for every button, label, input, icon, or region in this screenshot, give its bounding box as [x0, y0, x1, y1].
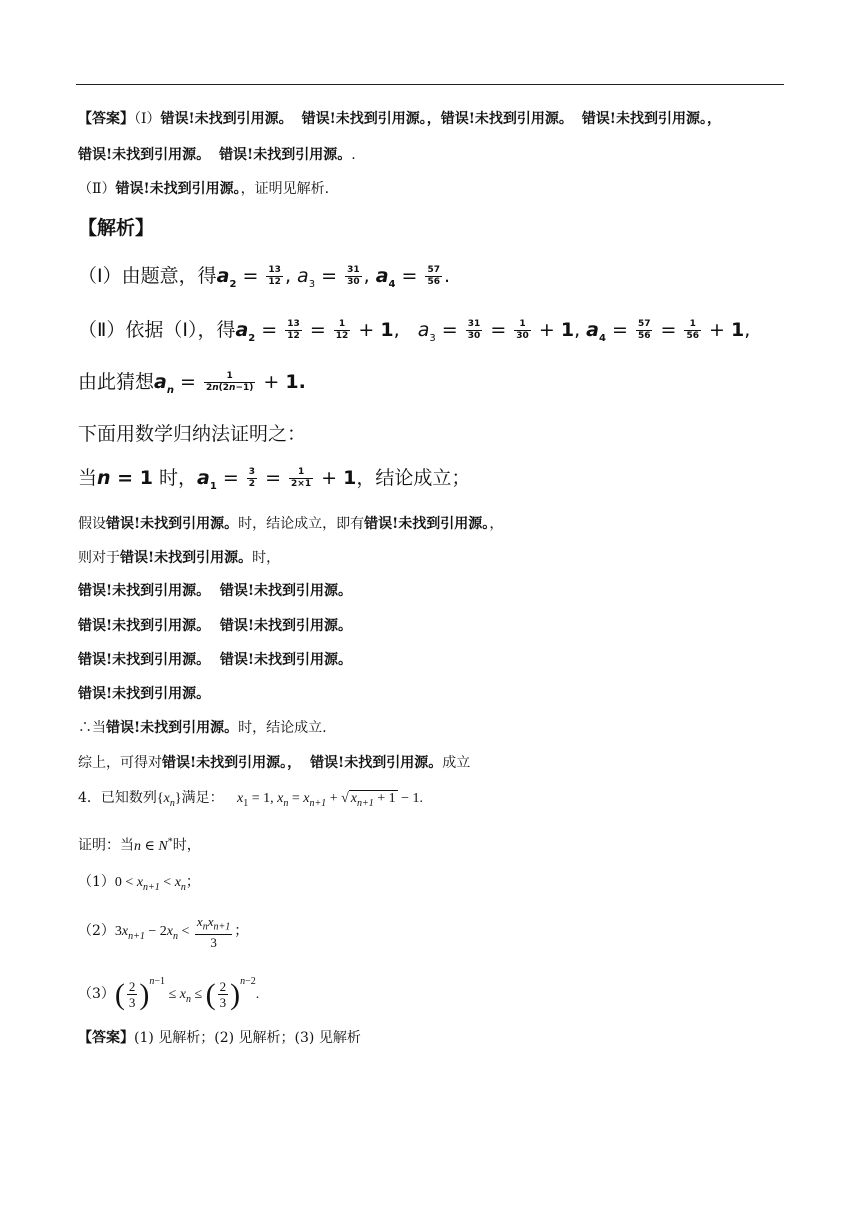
ref-error: 错误!未找到引用源。: [120, 550, 253, 566]
ref-error: 错误!未找到引用源。: [78, 147, 211, 163]
proof-therefore: ∴当错误!未找到引用源。时，结论成立.: [78, 720, 327, 736]
proof-assume: 假设错误!未找到引用源。时，结论成立，即有错误!未找到引用源。，: [78, 516, 504, 532]
analysis-part-1: （Ⅰ）由题意，得$a_2$ = $\frac{13}{12}$ , $a_3$ = $\frac{31}{30}$ , $a_4$ = $\frac{57}{56}$ .: [78, 265, 451, 290]
proof-summary: 综上，可得对错误!未找到引用源。， 错误!未找到引用源。成立: [78, 755, 471, 771]
analysis-base-case: 当n = 1 时，$a_1$ = $\frac{3}{2}$ = $\frac{1}{2\times 1}$ + 1，结论成立；: [78, 467, 471, 492]
ref-error: 错误!未找到引用源。: [160, 111, 293, 127]
ref-error: 错误!未找到引用源。: [310, 755, 443, 771]
answer-label: 【答案】: [78, 111, 134, 127]
analysis-part-2: （Ⅱ）依据（Ⅰ），得$a_2$ = $\frac{13}{12}$ = $\frac{1}{12}$ + 1, $a_3$ = $\frac{31}{30}$ = $\frac{1}{30}$ + 1, $a_4$ = $\frac{57}{56}$ = $\frac{1}{56}$ + 1,: [78, 319, 751, 344]
proof-step-4: 错误!未找到引用源。: [78, 686, 211, 702]
ref-error: 错误!未找到引用源。: [301, 111, 427, 127]
analysis-induction-intro: 下面用数学归纳法证明之：: [78, 423, 307, 445]
ref-error: 错误!未找到引用源。: [106, 516, 239, 532]
analysis-conjecture: 由此猜想$a_n$ = $\frac{1}{2n(2n-1)}$ + 1.: [78, 371, 306, 396]
problem4-answer: 【答案】(1) 见解析；(2) 见解析；(3) 见解析: [78, 1030, 361, 1046]
proof-then: 则对于错误!未找到引用源。时，: [78, 550, 281, 566]
problem4-item-2: $(2)3x_{n+1} - 2x_n$ < $\frac{x_nx_{n+1}}{3}$ ；: [78, 914, 249, 950]
problem4-item-1: $(1)0 < x_{n+1} < x_n$；: [78, 874, 200, 893]
problem4-item-3: （3）( $\frac{2}{3}$ )$^{n-1} \le x_n$ ≤ ( $\frac{2}{3}$ )$^{n-2}$.: [78, 976, 260, 1011]
ref-error: 错误!未找到引用源。: [440, 111, 573, 127]
ref-error: 错误!未找到引用源。: [162, 755, 288, 771]
header-rule: [76, 84, 784, 85]
ref-error: 错误!未找到引用源。: [581, 111, 707, 127]
proof-step-3: 错误!未找到引用源。 错误!未找到引用源。: [78, 652, 353, 668]
answer-line-1: 【答案】（Ⅰ）错误!未找到引用源。 错误!未找到引用源。，错误!未找到引用源。 错误!未找到引用源。，: [78, 111, 721, 127]
ref-error: 错误!未找到引用源。: [219, 147, 352, 163]
problem4-statement: 4．已知数列$\{x_n\}$满足： $x_1 = 1$, $x_n = x_{n+1}$ + √ $x_{n+1} + 1 - 1$.: [78, 790, 424, 809]
answer-line-3: （Ⅱ）错误!未找到引用源。，证明见解析.: [78, 181, 330, 197]
proof-step-2: 错误!未找到引用源。 错误!未找到引用源。: [78, 618, 353, 634]
answer-label: 【答案】: [78, 1030, 134, 1046]
ref-error: 错误!未找到引用源。: [364, 516, 490, 532]
answer-line-2: 错误!未找到引用源。 错误!未找到引用源。.: [78, 147, 356, 163]
problem4-prove: 证明：当n ∈ N*时，: [78, 836, 201, 854]
ref-error: 错误!未找到引用源。: [106, 720, 239, 736]
ref-error: 错误!未找到引用源。: [115, 181, 241, 197]
proof-step-1: 错误!未找到引用源。 错误!未找到引用源。: [78, 583, 353, 599]
analysis-title: 【解析】: [78, 217, 155, 239]
